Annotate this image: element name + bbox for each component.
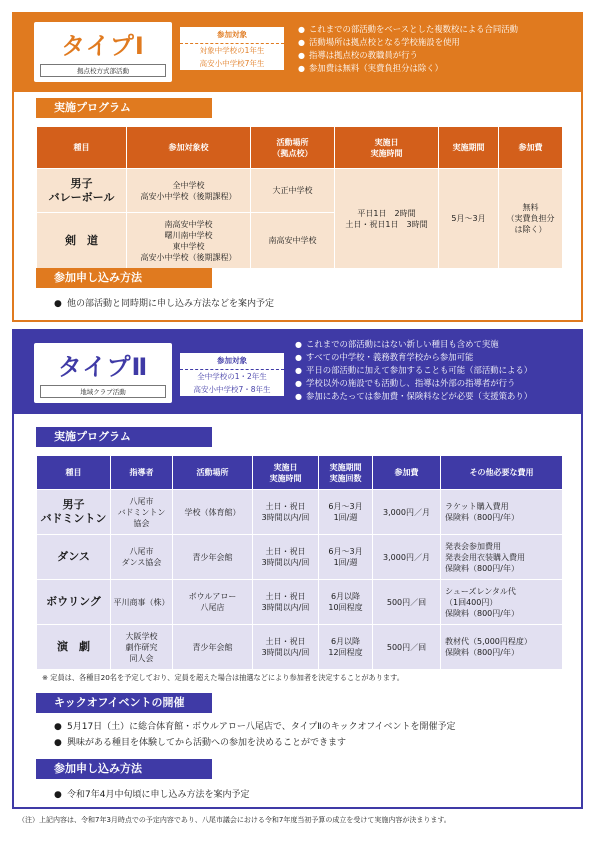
other-costs: シューズレンタル代 （1回400円） 保険料（800円/年） xyxy=(441,580,563,625)
event-name: ダンス xyxy=(37,535,111,580)
type2-title: タイプⅡ xyxy=(57,353,149,381)
target-schools: 南高安中学校 曙川南中学校 東中学校 高安小中学校（後期課程） xyxy=(127,213,251,269)
coach: 八尾市 バドミントン 協会 xyxy=(111,490,173,535)
type2-target-line: 高安小中学校7・8年生 xyxy=(193,385,271,394)
type1-feature-list xyxy=(298,23,575,75)
event-name: ボウリング xyxy=(37,580,111,625)
footer-note: （注）上記内容は、令和7年3月時点での予定内容であり、八尾市議会における令和7年度当初予算の成立を受けて実施内容が決まります。 xyxy=(18,816,451,824)
type1-subtitle: 拠点校方式部活動 xyxy=(40,64,166,77)
table-header: 実施期間 実施回数 xyxy=(319,456,373,490)
type1-program-table xyxy=(36,126,563,269)
fee: 3,000円／月 xyxy=(373,535,441,580)
type2-program-heading: 実施プログラム xyxy=(36,427,212,447)
type1-target-box xyxy=(180,27,284,70)
type1-section xyxy=(12,12,583,322)
type1-header xyxy=(14,14,581,92)
type2-feature-item: ● すべての中学校・義務教育学校から参加可能 xyxy=(295,351,575,364)
type1-title-box xyxy=(34,22,172,82)
type2-target-label: 参加対象 xyxy=(180,353,284,370)
type2-section xyxy=(12,329,583,809)
type2-apply-text: ● 令和7年4月中旬頃に申し込み方法を案内予定 xyxy=(54,788,249,802)
table-row xyxy=(37,535,563,580)
type1-apply-heading: 参加申し込み方法 xyxy=(36,268,212,288)
type2-target-line: 全中学校の1・2年生 xyxy=(197,372,267,381)
table-header: 活動場所 xyxy=(173,456,253,490)
fee: 500円／回 xyxy=(373,580,441,625)
table-header: 実施期間 xyxy=(439,127,499,169)
type2-feature-list xyxy=(295,338,575,403)
type1-target-label: 参加対象 xyxy=(180,27,284,44)
type1-title: タイプⅠ xyxy=(61,32,145,60)
fee: 無料 （実費負担分 は除く） xyxy=(499,169,563,269)
activity-place: 学校（体育館） xyxy=(173,490,253,535)
type2-target-box xyxy=(180,353,284,396)
other-costs: 発表会参加費用 発表会用衣装購入費用 保険料（800円/年） xyxy=(441,535,563,580)
kickoff-item: ● 5月17日（土）に総合体育館・ボウルアロー八尾店で、タイプⅡのキックオフイベントを開催予定 xyxy=(54,720,455,734)
coach: 八尾市 ダンス協会 xyxy=(111,535,173,580)
period: 5月～3月 xyxy=(439,169,499,269)
coach: 平川商事（株） xyxy=(111,580,173,625)
type1-program-heading: 実施プログラム xyxy=(36,98,212,118)
type2-subtitle: 地域クラブ活動 xyxy=(40,385,166,398)
table-header: 活動場所 （拠点校） xyxy=(251,127,335,169)
type2-apply-heading: 参加申し込み方法 xyxy=(36,759,212,779)
target-schools: 全中学校 高安小中学校（後期課程） xyxy=(127,169,251,213)
type1-apply-text: ● 他の部活動と同時期に申し込み方法などを案内予定 xyxy=(54,297,274,311)
event-name: 剣 道 xyxy=(37,213,127,269)
activity-place: ボウルアロー 八尾店 xyxy=(173,580,253,625)
table-row xyxy=(37,490,563,535)
activity-place: 大正中学校 xyxy=(251,169,335,213)
schedule: 土日・祝日 3時間以内/回 xyxy=(253,625,319,670)
type2-feature-item: ● 学校以外の施設でも活動し、指導は外部の指導者が行う xyxy=(295,377,575,390)
table-row xyxy=(37,580,563,625)
type2-title-box xyxy=(34,343,172,403)
table-header: 参加費 xyxy=(499,127,563,169)
kickoff-heading: キックオフイベントの開催 xyxy=(36,693,212,713)
event-name: 男子 バドミントン xyxy=(37,490,111,535)
period: 6月～3月 1回/週 xyxy=(319,490,373,535)
schedule: 土日・祝日 3時間以内/回 xyxy=(253,490,319,535)
type2-program-table xyxy=(36,455,563,670)
table-row xyxy=(37,169,563,213)
event-name: 演 劇 xyxy=(37,625,111,670)
event-name: 男子 バレーボール xyxy=(37,169,127,213)
table-header: 実施日 実施時間 xyxy=(253,456,319,490)
table-header: 指導者 xyxy=(111,456,173,490)
table-header: 参加費 xyxy=(373,456,441,490)
period: 6月以降 10回程度 xyxy=(319,580,373,625)
activity-place: 青少年会館 xyxy=(173,625,253,670)
coach: 大阪学校 劇作研究 同人会 xyxy=(111,625,173,670)
period: 6月～3月 1回/週 xyxy=(319,535,373,580)
table-header: 参加対象校 xyxy=(127,127,251,169)
capacity-note: ※ 定員は、各種目20名を予定しており、定員を超えた場合は抽選などにより参加者を決定することがあります。 xyxy=(42,673,404,682)
fee: 500円／回 xyxy=(373,625,441,670)
fee: 3,000円／月 xyxy=(373,490,441,535)
kickoff-item: ● 興味がある種目を体験してから活動への参加を決めることができます xyxy=(54,736,346,750)
type2-header xyxy=(14,331,581,414)
activity-place: 青少年会館 xyxy=(173,535,253,580)
table-header: その他必要な費用 xyxy=(441,456,563,490)
type2-feature-item: ● 参加にあたっては参加費・保険料などが必要（支援策あり） xyxy=(295,390,575,403)
type1-feature-item: ● 指導は拠点校の教職員が行う xyxy=(298,49,575,62)
table-header: 実施日 実施時間 xyxy=(335,127,439,169)
schedule: 土日・祝日 3時間以内/回 xyxy=(253,535,319,580)
type2-feature-item: ● 平日の部活動に加えて参加することも可能（部活動による） xyxy=(295,364,575,377)
type1-target-line: 高安小中学校7年生 xyxy=(199,59,265,68)
period: 6月以降 12回程度 xyxy=(319,625,373,670)
schedule: 平日1日 2時間 土日・祝日1日 3時間 xyxy=(335,169,439,269)
activity-place: 南高安中学校 xyxy=(251,213,335,269)
table-header: 種目 xyxy=(37,127,127,169)
table-header: 種目 xyxy=(37,456,111,490)
schedule: 土日・祝日 3時間以内/回 xyxy=(253,580,319,625)
type2-feature-item: ● これまでの部活動にはない新しい種目も含めて実施 xyxy=(295,338,575,351)
type1-feature-item: ● これまでの部活動をベースとした複数校による合同活動 xyxy=(298,23,575,36)
other-costs: 教材代（5,000円程度） 保険料（800円/年） xyxy=(441,625,563,670)
table-row xyxy=(37,625,563,670)
other-costs: ラケット購入費用 保険料（800円/年） xyxy=(441,490,563,535)
type1-feature-item: ● 活動場所は拠点校となる学校施設を使用 xyxy=(298,36,575,49)
type1-feature-item: ● 参加費は無料（実費負担分は除く） xyxy=(298,62,575,75)
type1-target-line: 対象中学校の1年生 xyxy=(199,46,265,55)
